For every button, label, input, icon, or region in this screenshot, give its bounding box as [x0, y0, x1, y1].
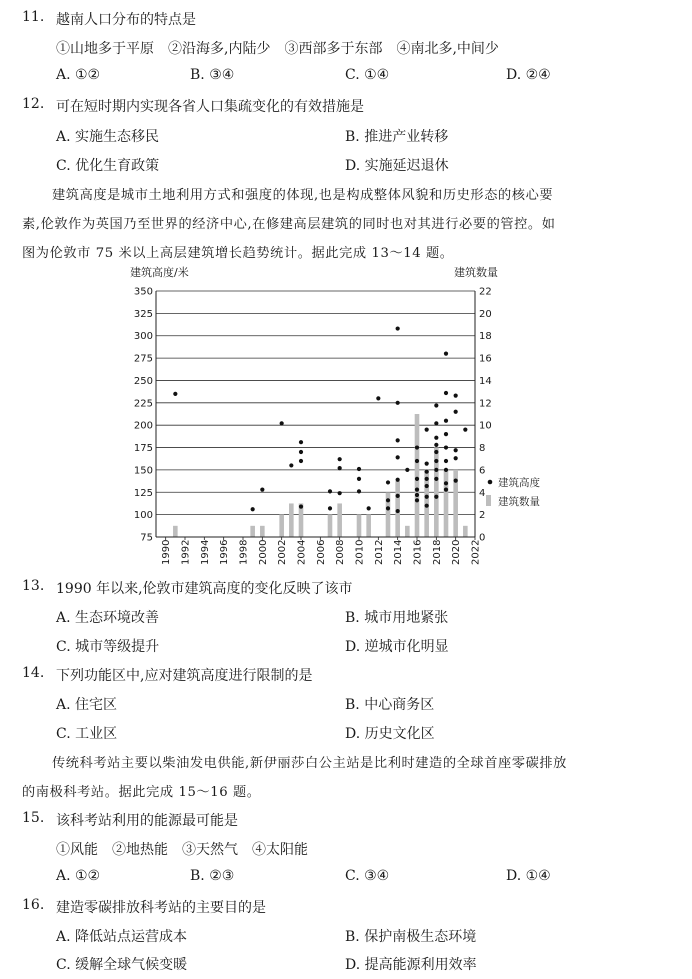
- height-point: [444, 445, 448, 449]
- left-tick-label: 325: [133, 308, 153, 320]
- passage-2-line-1: 传统科考站主要以柴油发电供能,新伊丽莎白公主站是比利时建造的全球首座零碳排放: [52, 756, 567, 771]
- right-tick-label: 4: [479, 487, 486, 499]
- passage-1-line-2: 素,伦敦作为英国乃至世界的经济中心,在修建高层建筑的同时也对其进行必要的管控。如: [22, 217, 556, 232]
- left-tick-label: 75: [140, 532, 153, 544]
- legend-height-label: 建筑高度: [498, 477, 540, 489]
- height-point: [434, 443, 438, 447]
- height-point: [280, 421, 284, 425]
- height-point: [425, 504, 429, 508]
- height-point: [396, 494, 400, 498]
- height-point: [444, 391, 448, 395]
- left-tick-label: 275: [133, 353, 153, 365]
- height-point: [454, 479, 458, 483]
- left-axis-title: 建筑高度/米: [130, 266, 189, 279]
- height-point: [386, 498, 390, 502]
- height-point: [260, 487, 264, 491]
- height-point: [251, 507, 255, 511]
- left-tick-label: 225: [133, 398, 153, 410]
- q16-option-d: D. 提高能源利用效率: [345, 957, 477, 973]
- height-point: [367, 506, 371, 510]
- height-point: [463, 428, 467, 432]
- count-bar: [289, 503, 294, 537]
- count-bar: [405, 526, 410, 537]
- height-point: [173, 392, 177, 396]
- x-tick-label: 1994: [199, 539, 211, 565]
- q14-option-d: D. 历史文化区: [345, 726, 435, 742]
- height-point: [434, 468, 438, 472]
- height-point: [425, 470, 429, 474]
- height-point: [425, 462, 429, 466]
- count-bar: [328, 515, 333, 537]
- question-12-stem: 可在短时期内实现各省人口集疏变化的有效措施是: [56, 99, 364, 115]
- height-point: [444, 432, 448, 436]
- height-point: [405, 468, 409, 472]
- height-point: [434, 450, 438, 454]
- q14-option-b: B. 中心商务区: [345, 697, 435, 713]
- height-point: [376, 396, 380, 400]
- height-point: [299, 440, 303, 444]
- q13-option-a: A. 生态环境改善: [56, 610, 160, 626]
- right-axis-title: 建筑数量: [454, 266, 498, 279]
- height-point: [434, 495, 438, 499]
- height-point: [434, 403, 438, 407]
- x-tick-label: 2014: [393, 539, 405, 565]
- count-bar: [463, 526, 468, 537]
- count-bar: [357, 515, 362, 537]
- question-11-stem: 越南人口分布的特点是: [56, 12, 196, 28]
- height-point: [396, 509, 400, 513]
- question-15-stem: 该科考站利用的能源最可能是: [56, 813, 238, 829]
- right-tick-label: 8: [479, 443, 486, 455]
- q15-option-a: A. ①②: [56, 868, 101, 884]
- q12-option-a: A. 实施生态移民: [56, 129, 160, 145]
- legend-count-marker: [486, 495, 491, 506]
- left-tick-label: 150: [133, 465, 153, 477]
- q16-option-b: B. 保护南极生态环境: [345, 929, 477, 945]
- height-point: [444, 487, 448, 491]
- x-tick-label: 1998: [238, 539, 250, 565]
- count-bar: [260, 526, 265, 537]
- q13-option-d: D. 逆城市化明显: [345, 639, 449, 655]
- right-tick-label: 22: [479, 286, 492, 298]
- passage-1-line-1: 建筑高度是城市土地利用方式和强度的体现,也是构成整体风貌和历史形态的核心要: [52, 188, 554, 203]
- height-point: [396, 401, 400, 405]
- height-point: [415, 493, 419, 497]
- right-tick-label: 12: [479, 398, 492, 410]
- height-point: [454, 394, 458, 398]
- right-tick-label: 18: [479, 331, 492, 343]
- x-tick-label: 2008: [335, 539, 347, 565]
- x-tick-label: 2016: [412, 539, 424, 565]
- x-tick-label: 2012: [373, 539, 385, 565]
- x-tick-label: 1992: [180, 539, 192, 565]
- q11-option-b: B. ③④: [190, 67, 235, 83]
- height-point: [396, 438, 400, 442]
- height-point: [425, 495, 429, 499]
- q15-option-b: B. ②③: [190, 868, 235, 884]
- height-point: [415, 477, 419, 481]
- height-point: [338, 466, 342, 470]
- right-tick-label: 0: [479, 532, 486, 544]
- count-bar: [279, 515, 284, 537]
- q15-option-d: D. ①④: [506, 868, 551, 884]
- q12-option-b: B. 推进产业转移: [345, 129, 449, 145]
- height-point: [444, 419, 448, 423]
- q14-option-c: C. 工业区: [56, 726, 118, 742]
- height-point: [444, 468, 448, 472]
- height-point: [454, 448, 458, 452]
- question-15-number: 15.: [22, 810, 45, 826]
- height-point: [415, 445, 419, 449]
- q14-option-a: A. 住宅区: [56, 697, 118, 713]
- question-16-number: 16.: [22, 897, 45, 913]
- legend-count-label: 建筑数量: [498, 496, 540, 508]
- height-point: [434, 436, 438, 440]
- height-point: [434, 459, 438, 463]
- x-tick-label: 2018: [431, 539, 443, 565]
- x-tick-label: 1996: [219, 539, 231, 565]
- height-point: [357, 467, 361, 471]
- height-point: [415, 459, 419, 463]
- question-15-items: ①风能 ②地热能 ③天然气 ④太阳能: [56, 842, 308, 858]
- q11-option-c: C. ①④: [345, 67, 390, 83]
- height-point: [444, 459, 448, 463]
- right-tick-label: 10: [479, 420, 492, 432]
- count-bar: [337, 503, 342, 537]
- height-point: [299, 459, 303, 463]
- left-tick-label: 175: [133, 443, 153, 455]
- right-tick-label: 20: [479, 308, 492, 320]
- height-point: [328, 489, 332, 493]
- x-tick-label: 2000: [257, 539, 269, 565]
- q11-option-d: D. ②④: [506, 67, 551, 83]
- left-tick-label: 100: [133, 510, 153, 522]
- x-tick-label: 2020: [451, 539, 463, 565]
- height-point: [338, 457, 342, 461]
- height-point: [386, 506, 390, 510]
- x-tick-label: 2006: [315, 539, 327, 565]
- height-point: [444, 481, 448, 485]
- height-point: [396, 478, 400, 482]
- height-point: [386, 480, 390, 484]
- x-tick-label: 2002: [277, 539, 289, 565]
- left-tick-label: 250: [133, 375, 153, 387]
- left-tick-label: 300: [133, 331, 153, 343]
- height-point: [415, 498, 419, 502]
- x-tick-label: 2004: [296, 539, 308, 565]
- height-point: [396, 455, 400, 459]
- height-point: [425, 477, 429, 481]
- q13-option-c: C. 城市等级提升: [56, 639, 160, 655]
- right-tick-label: 6: [479, 465, 486, 477]
- height-point: [454, 456, 458, 460]
- height-point: [444, 352, 448, 356]
- right-tick-label: 14: [479, 375, 492, 387]
- question-11-items: ①山地多于平原 ②沿海多,内陆少 ③西部多于东部 ④南北多,中间少: [56, 41, 499, 57]
- count-bar: [366, 515, 371, 537]
- chart-legend: [486, 476, 540, 508]
- height-point: [434, 477, 438, 481]
- left-tick-label: 125: [133, 487, 153, 499]
- passage-2-line-2: 的南极科考站。据此完成 15～16 题。: [22, 785, 261, 800]
- left-tick-label: 200: [133, 420, 153, 432]
- height-point: [415, 487, 419, 491]
- question-13-stem: 1990 年以来,伦敦市建筑高度的变化反映了该市: [56, 581, 353, 597]
- question-12-number: 12.: [22, 96, 45, 112]
- height-point: [357, 477, 361, 481]
- passage-1-line-3: 图为伦敦市 75 米以上高层建筑增长趋势统计。据此完成 13～14 题。: [22, 246, 454, 261]
- right-tick-label: 2: [479, 510, 486, 522]
- left-tick-label: 350: [133, 286, 153, 298]
- question-11-number: 11.: [22, 9, 45, 25]
- height-point: [425, 428, 429, 432]
- count-bar: [444, 470, 449, 537]
- x-tick-label: 2022: [470, 539, 482, 565]
- height-point: [454, 410, 458, 414]
- height-point: [434, 421, 438, 425]
- x-tick-label: 2010: [354, 539, 366, 565]
- height-point: [289, 463, 293, 467]
- q12-option-c: C. 优化生育政策: [56, 158, 160, 174]
- height-point: [425, 484, 429, 488]
- right-tick-label: 16: [479, 353, 492, 365]
- question-16-stem: 建造零碳排放科考站的主要目的是: [56, 900, 266, 916]
- q11-option-a: A. ①②: [56, 67, 101, 83]
- q16-option-a: A. 降低站点运营成本: [56, 929, 188, 945]
- count-bar: [415, 414, 420, 537]
- q12-option-d: D. 实施延迟退休: [345, 158, 449, 174]
- height-point: [299, 504, 303, 508]
- height-point: [396, 326, 400, 330]
- height-point: [328, 506, 332, 510]
- q16-option-c: C. 缓解全球气候变暖: [56, 957, 188, 973]
- count-bar: [173, 526, 178, 537]
- q15-option-c: C. ③④: [345, 868, 390, 884]
- question-13-number: 13.: [22, 578, 45, 594]
- height-point: [299, 450, 303, 454]
- x-tick-label: 1990: [161, 539, 173, 565]
- question-14-number: 14.: [22, 665, 45, 681]
- height-point: [357, 489, 361, 493]
- height-point: [338, 491, 342, 495]
- legend-height-marker: [488, 480, 493, 485]
- q13-option-b: B. 城市用地紧张: [345, 610, 449, 626]
- count-bar: [250, 526, 255, 537]
- question-14-stem: 下列功能区中,应对建筑高度进行限制的是: [56, 668, 313, 684]
- building-height-chart: [120, 266, 600, 566]
